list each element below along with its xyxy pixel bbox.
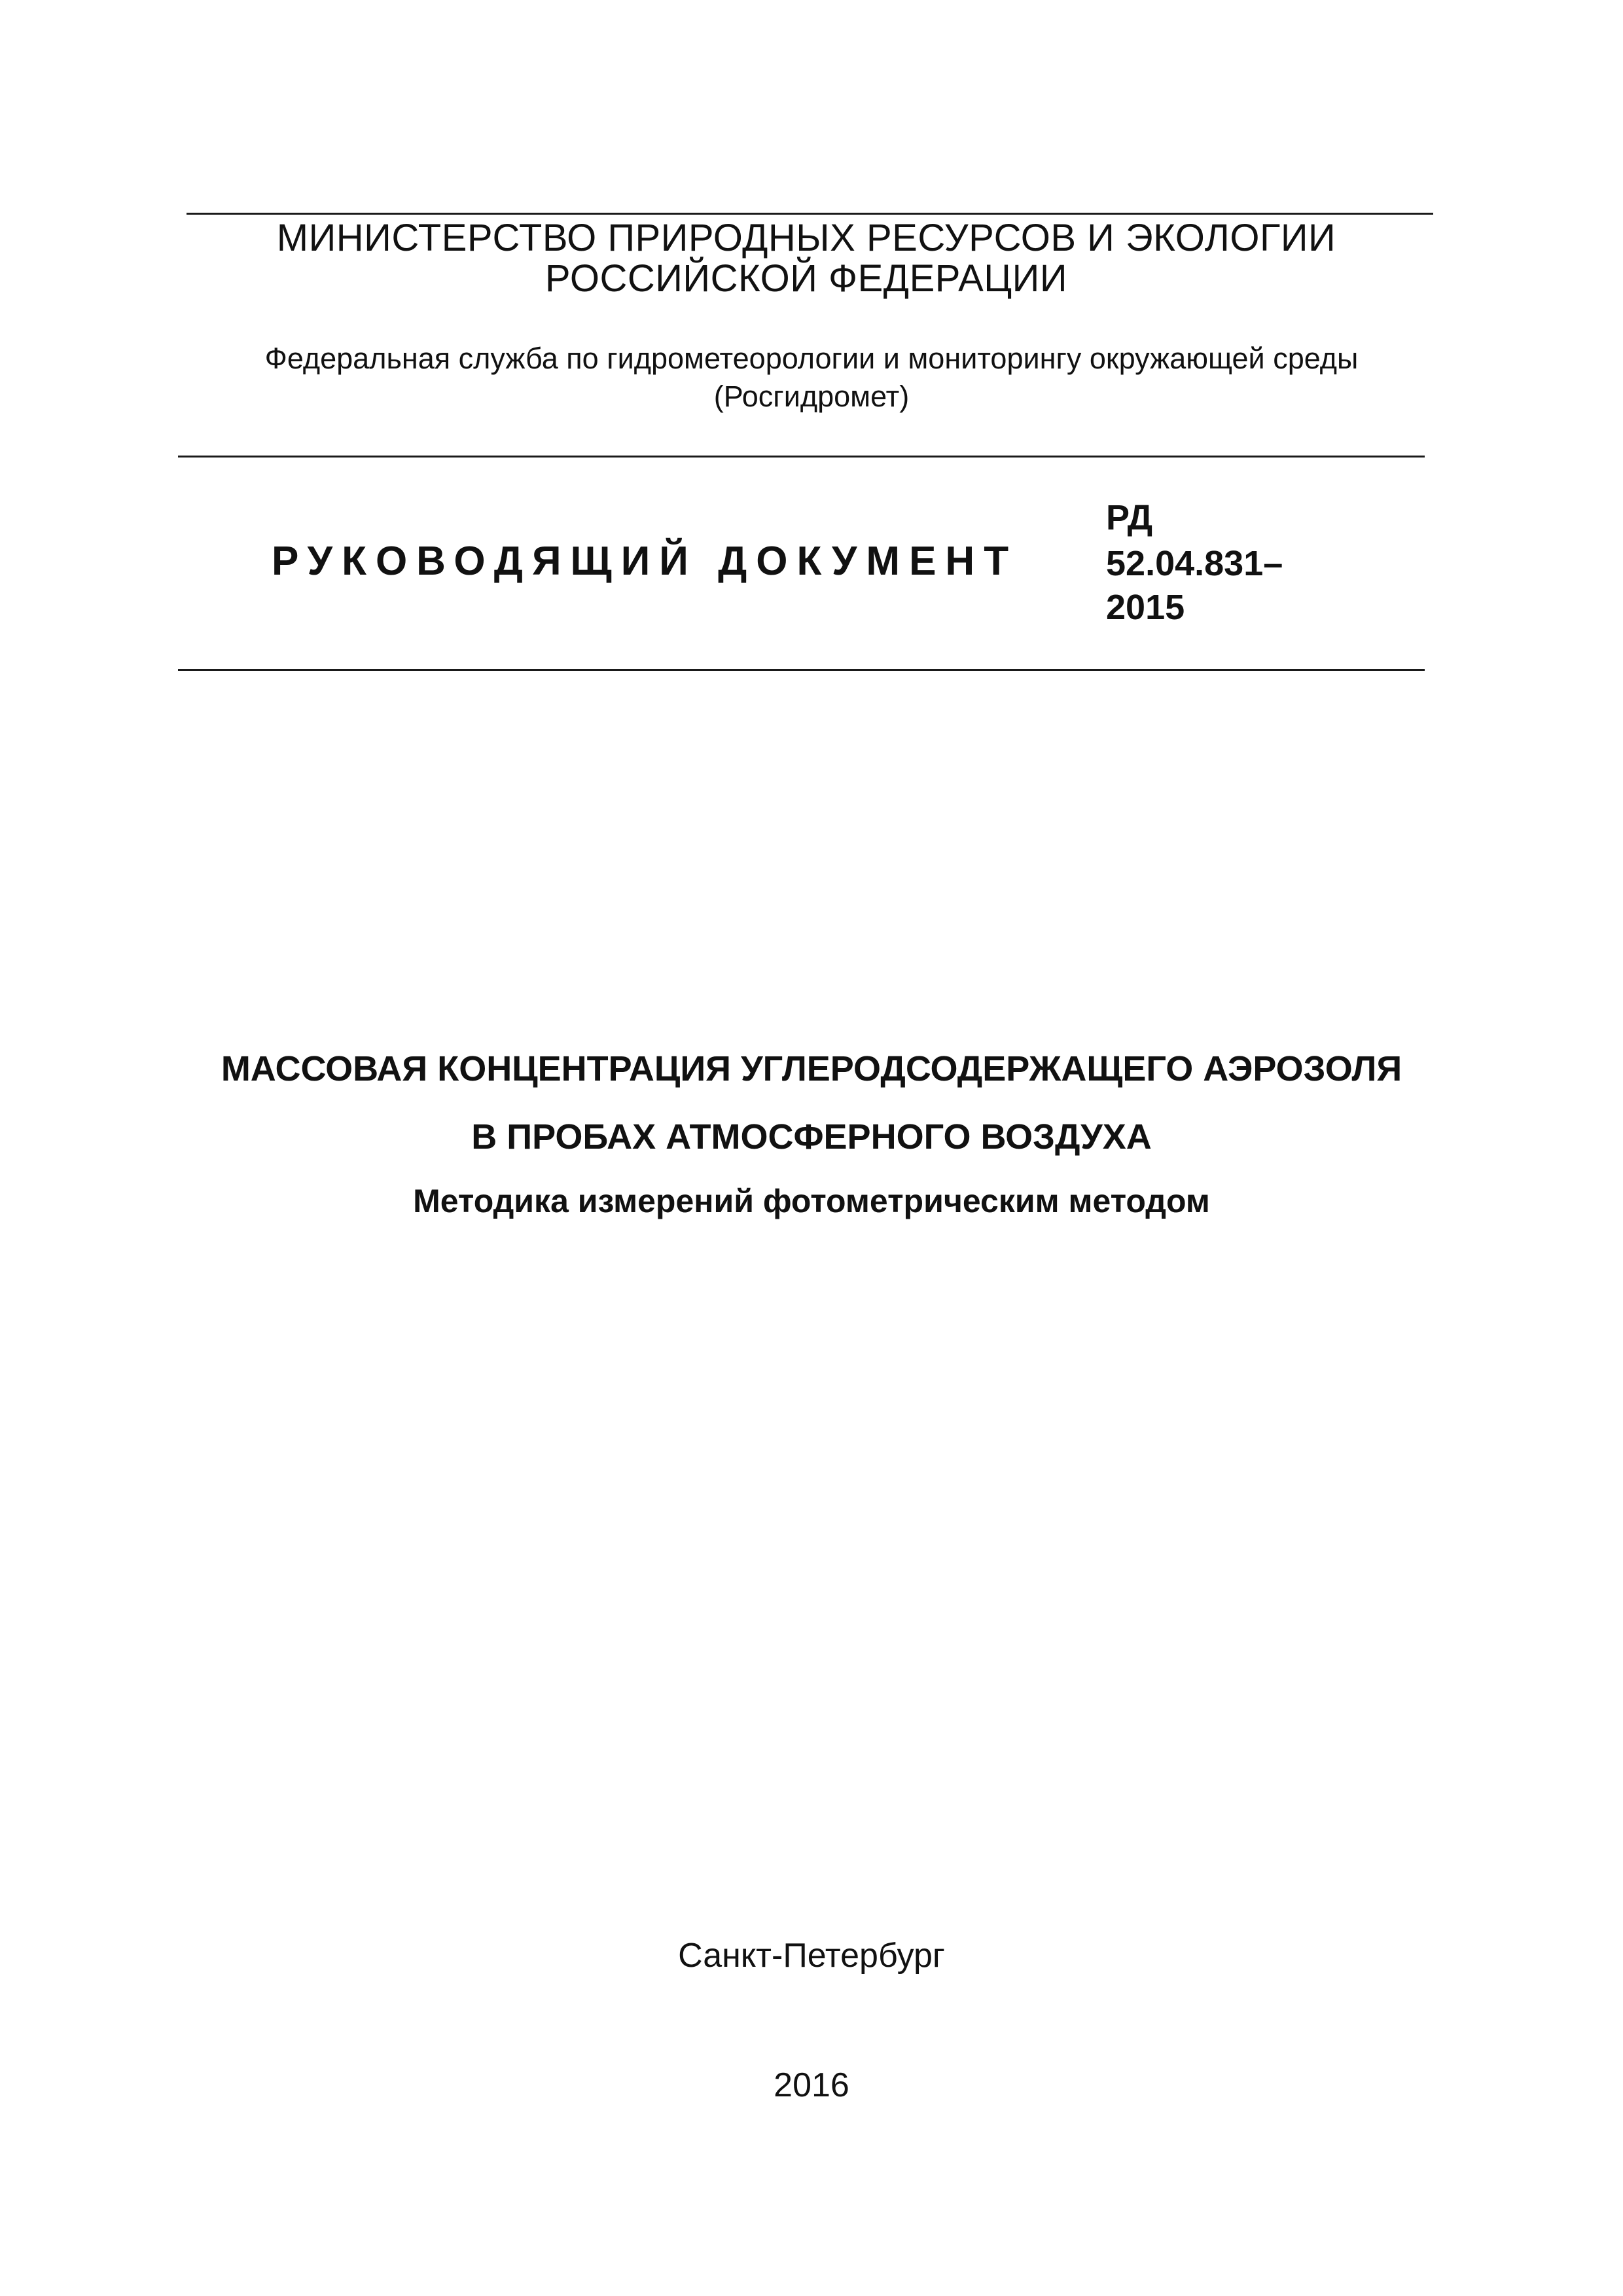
federal-service-abbreviation: (Росгидромет) [713,380,910,413]
document-number-prefix: РД [1106,498,1153,537]
document-type: РУКОВОДЯЩИЙ ДОКУМЕНТ [272,539,1018,584]
document-title-line-1: МАССОВАЯ КОНЦЕНТРАЦИЯ УГЛЕРОДСОДЕРЖАЩЕГО АЭРОЗОЛЯ [221,1049,1402,1088]
document-number-year: 2015 [1106,588,1185,627]
designation-top-rule [178,456,1425,457]
publication-year: 2016 [774,2066,849,2104]
ministry-name-line-1: МИНИСТЕРСТВО ПРИРОДНЫХ РЕСУРСОВ И ЭКОЛОГИИ [276,217,1336,259]
document-subtitle: Методика измерений фотометрическим методом [413,1183,1210,1219]
designation-bottom-rule [178,669,1425,671]
top-rule [187,213,1433,215]
federal-service-name: Федеральная служба по гидрометеорологии и мониторингу окружающей среды [264,342,1359,375]
publication-city: Санкт-Петербург [678,1937,945,1975]
document-number: 52.04.831– [1106,544,1283,583]
document-title-line-2: В ПРОБАХ АТМОСФЕРНОГО ВОЗДУХА [471,1117,1152,1157]
ministry-name-line-2: РОССИЙСКОЙ ФЕДЕРАЦИИ [544,257,1068,300]
